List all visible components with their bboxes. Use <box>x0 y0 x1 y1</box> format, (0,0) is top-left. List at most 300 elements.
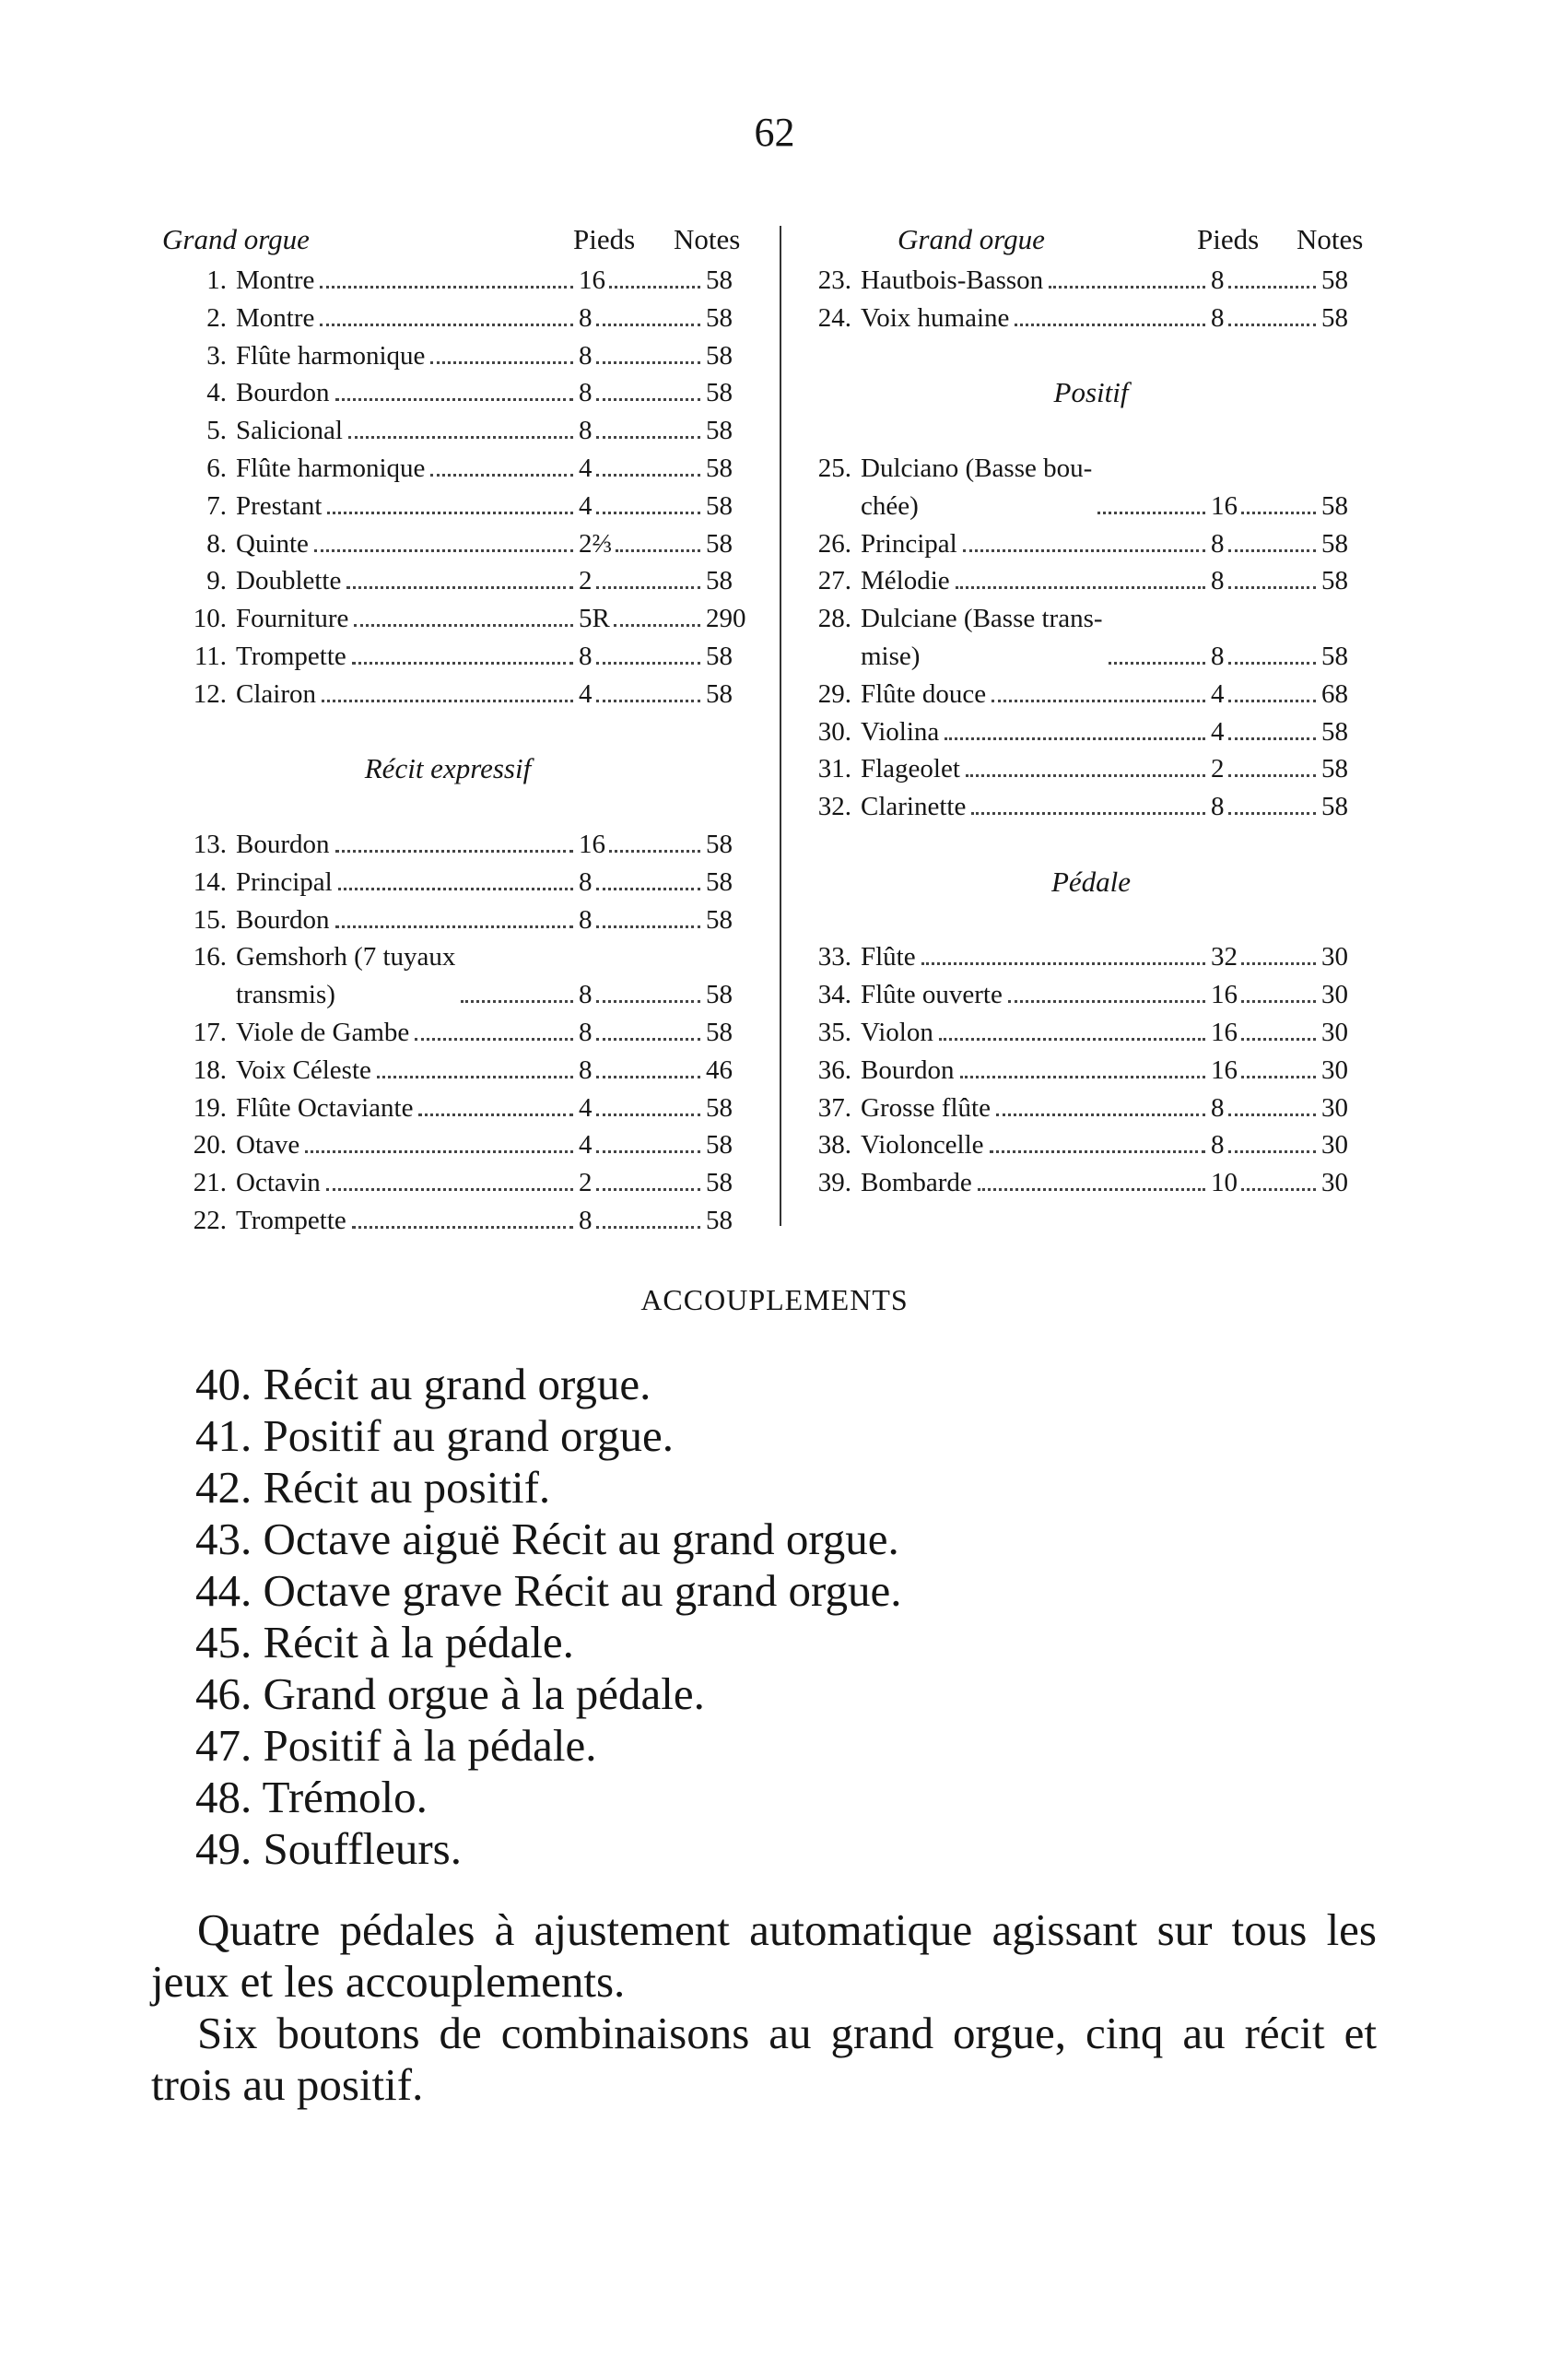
stop-notes-count: 58 <box>706 490 733 521</box>
stop-feet: 8 <box>1211 792 1225 822</box>
couplings-list <box>195 1359 901 1875</box>
stop-name <box>236 262 314 300</box>
stop-row <box>162 1014 733 1052</box>
stop-name <box>236 826 330 864</box>
stop-name <box>236 1126 299 1164</box>
stop-name <box>236 450 425 488</box>
section-subtitle: Récit expressif <box>364 752 532 785</box>
left-section-title: Grand orgue <box>162 223 310 255</box>
stop-name-line: Flûte harmonique <box>236 453 426 483</box>
stop-row <box>162 1052 733 1090</box>
stop-number: 19. <box>193 1092 227 1123</box>
stop-feet: 16 <box>579 829 605 859</box>
stop-row <box>787 1090 1395 1127</box>
stop-row <box>787 1164 1395 1202</box>
coupling-text: Récit au grand orgue. <box>263 1359 651 1409</box>
stop-row <box>787 562 1395 600</box>
dot-leader <box>596 877 701 890</box>
stop-row <box>162 562 733 600</box>
stop-name <box>861 1164 972 1202</box>
stop-name-line: Bourdon <box>236 829 330 859</box>
stop-name-line: Viole de Gambe <box>236 1017 410 1047</box>
dot-leader <box>971 801 1205 815</box>
stop-name <box>861 562 950 600</box>
left-pieds-header: Pieds <box>573 223 636 255</box>
dot-leader <box>1228 651 1317 665</box>
dot-leader <box>596 312 701 326</box>
stop-feet: 8 <box>1211 265 1225 295</box>
dot-leader <box>596 1215 701 1229</box>
dot-leader <box>1228 1139 1317 1153</box>
stop-name-line: Flûte ouverte <box>861 980 1003 1010</box>
stop-number: 33. <box>817 942 851 972</box>
stop-row <box>162 938 733 1014</box>
stop-name <box>236 864 333 901</box>
stop-row <box>787 1126 1395 1164</box>
stop-row <box>162 1164 733 1202</box>
stop-name <box>861 1090 991 1127</box>
coupling-item <box>195 1823 901 1875</box>
coupling-text: Grand orgue à la pédale. <box>263 1668 705 1719</box>
stop-name-line: Violoncelle <box>861 1130 984 1161</box>
stop-name-line: Gemshorh (7 tuyaux <box>236 942 456 972</box>
column-divider <box>780 226 781 1226</box>
stop-feet: 8 <box>579 980 593 1010</box>
stop-feet: 8 <box>579 302 593 333</box>
stop-number: 21. <box>193 1168 227 1198</box>
stop-notes-count: 58 <box>706 566 733 596</box>
dot-leader <box>377 1065 573 1078</box>
stop-number: 16. <box>193 942 227 972</box>
group-spacer <box>162 788 733 826</box>
dot-leader <box>614 613 700 627</box>
stop-notes-count: 58 <box>706 453 733 483</box>
stop-name-line: Clarinette <box>861 792 967 822</box>
stop-name-line: Bourdon <box>861 1055 955 1085</box>
stop-feet: 2⅔ <box>579 528 613 559</box>
stop-row <box>787 976 1395 1014</box>
stop-notes-count: 58 <box>1321 641 1348 671</box>
left-column <box>162 221 746 1240</box>
coupling-item <box>195 1565 901 1617</box>
stop-notes-count: 30 <box>1321 1130 1348 1161</box>
stop-feet: 5R <box>579 604 610 634</box>
stop-feet: 32 <box>1211 942 1238 972</box>
stop-name <box>236 412 343 450</box>
stop-row <box>162 1202 733 1240</box>
stop-number: 37. <box>817 1092 851 1123</box>
stop-number: 31. <box>817 754 851 784</box>
dot-leader <box>596 425 701 439</box>
stop-feet: 8 <box>579 1017 593 1047</box>
dot-leader <box>1049 275 1205 289</box>
stop-row <box>162 374 733 412</box>
stop-notes-count: 30 <box>1321 980 1348 1010</box>
stop-name-line: Dulciano (Basse bou- <box>861 453 1093 483</box>
dot-leader <box>1241 1177 1316 1191</box>
dot-leader <box>346 575 573 589</box>
stop-name-line: transmis) <box>236 980 335 1010</box>
dot-leader <box>327 501 573 514</box>
dot-leader <box>1228 312 1317 326</box>
coupling-item <box>195 1720 901 1772</box>
coupling-text: Octave grave Récit au grand orgue. <box>263 1565 902 1616</box>
dot-leader <box>596 1027 701 1041</box>
dot-leader <box>1228 538 1317 552</box>
stop-notes-count: 58 <box>1321 490 1348 521</box>
stop-number: 6. <box>206 453 227 483</box>
stop-name-line: Voix humaine <box>861 302 1010 333</box>
dot-leader <box>616 538 700 552</box>
stop-name <box>236 638 346 676</box>
stop-number: 3. <box>206 340 227 371</box>
stop-notes-count: 58 <box>1321 754 1348 784</box>
stop-number: 25. <box>817 453 851 483</box>
stop-row <box>162 1090 733 1127</box>
stop-row <box>162 864 733 901</box>
stop-name-line: Principal <box>861 528 957 559</box>
stop-name-line: Mélodie <box>861 566 950 596</box>
stop-number: 26. <box>817 528 851 559</box>
stop-number: 39. <box>817 1168 851 1198</box>
stop-feet: 16 <box>1211 1017 1238 1047</box>
coupling-number: 41. <box>195 1410 252 1461</box>
stop-notes-count: 30 <box>1321 1168 1348 1198</box>
coupling-number: 44. <box>195 1565 252 1616</box>
dot-leader <box>596 914 701 928</box>
stop-notes-count: 58 <box>706 904 733 935</box>
section-subtitle: Pédale <box>1050 865 1132 898</box>
stop-feet: 8 <box>579 641 593 671</box>
stop-name <box>236 938 455 1014</box>
stop-name-line: Prestant <box>236 490 323 521</box>
stop-name <box>236 676 316 713</box>
stop-notes-count: 58 <box>1321 302 1348 333</box>
stop-notes-count: 30 <box>1321 1055 1348 1085</box>
stop-notes-count: 30 <box>1321 1092 1348 1123</box>
stop-notes-count: 58 <box>706 378 733 408</box>
stop-name <box>861 300 1009 337</box>
dot-leader <box>1228 689 1317 702</box>
stop-feet: 4 <box>579 490 593 521</box>
stop-name-line: Hautbois-Basson <box>861 265 1044 295</box>
dot-leader <box>354 613 573 627</box>
stop-number: 35. <box>817 1017 851 1047</box>
stop-notes-count: 58 <box>706 528 733 559</box>
stop-row <box>162 1126 733 1164</box>
dot-leader <box>320 275 573 289</box>
stop-notes-count: 58 <box>706 1130 733 1161</box>
dot-leader <box>963 538 1205 552</box>
stop-number: 9. <box>206 566 227 596</box>
stop-name-line: Quinte <box>236 528 309 559</box>
dot-leader <box>596 989 701 1003</box>
dot-leader <box>992 689 1205 702</box>
stop-feet: 8 <box>579 416 593 446</box>
stop-row <box>787 1052 1395 1090</box>
stop-notes-count: 58 <box>706 1168 733 1198</box>
coupling-item <box>195 1462 901 1514</box>
dot-leader <box>305 1139 573 1153</box>
dot-leader <box>335 914 574 928</box>
stop-notes-count: 58 <box>706 340 733 371</box>
dot-leader <box>1241 989 1316 1003</box>
stop-name-line: Dulciane (Basse trans- <box>861 604 1103 634</box>
dot-leader <box>430 350 573 364</box>
stop-name-line: Montre <box>236 302 315 333</box>
stop-number: 34. <box>817 980 851 1010</box>
stop-notes-count: 58 <box>706 416 733 446</box>
stop-feet: 8 <box>1211 302 1225 333</box>
coupling-text: Récit à la pédale. <box>263 1617 574 1667</box>
stop-name-line: Bourdon <box>236 378 330 408</box>
stop-number: 13. <box>193 829 227 859</box>
coupling-item <box>195 1668 901 1720</box>
stop-name-line: Doublette <box>236 566 342 596</box>
dot-leader <box>596 387 701 401</box>
dot-leader <box>960 1065 1206 1078</box>
stop-name <box>236 600 348 638</box>
page-number: 62 <box>754 110 795 155</box>
right-notes-header: Notes <box>1297 223 1364 255</box>
stop-name-line: Principal <box>236 866 333 897</box>
stop-name <box>861 976 1003 1014</box>
stop-row <box>787 676 1395 713</box>
stop-notes-count: 58 <box>1321 265 1348 295</box>
dot-leader <box>596 463 701 477</box>
stop-number: 32. <box>817 792 851 822</box>
coupling-item <box>195 1410 901 1462</box>
stop-name <box>236 488 322 525</box>
stop-name-line: Violina <box>861 716 940 747</box>
right-pieds-header: Pieds <box>1197 223 1260 255</box>
stop-number: 27. <box>817 566 851 596</box>
stop-feet: 8 <box>1211 641 1225 671</box>
stop-notes-count: 290 <box>706 604 746 634</box>
stop-row <box>787 525 1395 563</box>
stop-number: 17. <box>193 1017 227 1047</box>
stop-feet: 8 <box>579 340 593 371</box>
stop-name <box>861 262 1043 300</box>
stop-feet: 8 <box>1211 1092 1225 1123</box>
stop-notes-count: 58 <box>706 1205 733 1235</box>
stop-feet: 2 <box>1211 754 1225 784</box>
stop-name-line: Clairon <box>236 678 316 709</box>
stop-name <box>236 1202 346 1240</box>
stop-name <box>236 1014 409 1052</box>
stop-number: 8. <box>206 528 227 559</box>
stop-row <box>162 262 733 300</box>
stop-feet: 2 <box>579 1168 593 1198</box>
stop-name-line: Otave <box>236 1130 300 1161</box>
dot-leader <box>966 763 1205 777</box>
stop-name <box>236 562 341 600</box>
stop-name <box>861 600 1103 676</box>
dot-leader <box>596 350 701 364</box>
stop-number: 24. <box>817 302 851 333</box>
dot-leader <box>996 1102 1205 1116</box>
dot-leader <box>1228 1102 1317 1116</box>
stop-name-line: chée) <box>861 490 919 521</box>
stop-row <box>787 600 1395 676</box>
stop-feet: 2 <box>579 566 593 596</box>
stop-name-line: Flûte <box>861 942 916 972</box>
stop-notes-count: 58 <box>706 265 733 295</box>
stop-feet: 8 <box>1211 566 1225 596</box>
stop-row <box>162 600 746 638</box>
stop-name <box>236 337 425 375</box>
stop-feet: 16 <box>1211 1055 1238 1085</box>
dot-leader <box>1228 726 1317 740</box>
stop-row <box>162 450 733 488</box>
stop-name <box>861 676 986 713</box>
stop-feet: 8 <box>579 378 593 408</box>
stop-name-line: Flageolet <box>861 754 960 784</box>
coupling-item <box>195 1772 901 1823</box>
stop-name <box>861 525 957 563</box>
dot-leader <box>1241 1065 1316 1078</box>
stop-name-line: Flûte douce <box>861 678 987 709</box>
stop-notes-count: 58 <box>706 866 733 897</box>
coupling-item <box>195 1617 901 1668</box>
stop-row <box>787 713 1395 751</box>
dot-leader <box>1109 651 1205 665</box>
stop-feet: 16 <box>579 265 605 295</box>
dot-leader <box>430 463 573 477</box>
stop-name <box>861 1126 984 1164</box>
left-column-body <box>162 262 746 1240</box>
stop-feet: 4 <box>579 678 593 709</box>
stop-row <box>787 1014 1395 1052</box>
dot-leader <box>415 1027 573 1041</box>
stop-notes-count: 68 <box>1321 678 1348 709</box>
coupling-number: 42. <box>195 1462 252 1513</box>
dot-leader <box>596 1102 701 1116</box>
stop-name <box>236 525 309 563</box>
stop-name-line: Salicional <box>236 416 343 446</box>
stop-number: 2. <box>206 302 227 333</box>
coupling-number: 47. <box>195 1720 252 1771</box>
stop-notes-count: 58 <box>1321 566 1348 596</box>
section-subtitle: Positif <box>1053 376 1129 409</box>
coupling-text: Souffleurs. <box>263 1823 462 1874</box>
dot-leader <box>921 951 1205 965</box>
stop-feet: 8 <box>579 866 593 897</box>
stop-notes-count: 58 <box>706 980 733 1010</box>
stop-number: 14. <box>193 866 227 897</box>
dot-leader <box>320 312 573 326</box>
coupling-text: Trémolo. <box>262 1772 428 1822</box>
stop-name-line: Flûte harmonique <box>236 340 426 371</box>
dot-leader <box>461 989 573 1003</box>
stop-row <box>787 300 1395 337</box>
dot-leader <box>978 1177 1205 1191</box>
dot-leader <box>1015 312 1205 326</box>
stop-name-line: Trompette <box>236 1205 346 1235</box>
stop-notes-count: 30 <box>1321 942 1348 972</box>
stop-number: 12. <box>193 678 227 709</box>
stop-name-line: Violon <box>861 1017 933 1047</box>
stop-row <box>787 750 1395 788</box>
dot-leader <box>314 538 573 552</box>
stop-notes-count: 58 <box>1321 716 1348 747</box>
coupling-number: 43. <box>195 1514 252 1564</box>
stop-feet: 4 <box>579 1092 593 1123</box>
stop-number: 22. <box>193 1205 227 1235</box>
stop-name-line: mise) <box>861 641 921 671</box>
dot-leader <box>352 651 573 665</box>
stop-number: 20. <box>193 1130 227 1161</box>
stop-row <box>162 676 733 713</box>
stop-number: 10. <box>193 604 227 634</box>
coupling-text: Récit au positif. <box>263 1462 551 1513</box>
stop-feet: 16 <box>1211 980 1238 1010</box>
stop-notes-count: 58 <box>1321 792 1348 822</box>
stop-feet: 4 <box>579 1130 593 1161</box>
dot-leader <box>596 1139 701 1153</box>
coupling-item <box>195 1514 901 1565</box>
dot-leader <box>1008 989 1205 1003</box>
stop-name-line: Bourdon <box>236 904 330 935</box>
coupling-text: Octave aiguë Récit au grand orgue. <box>263 1514 899 1564</box>
stop-feet: 16 <box>1211 490 1238 521</box>
stop-notes-count: 58 <box>706 678 733 709</box>
stop-name-line: Octavin <box>236 1168 321 1198</box>
stop-notes-count: 58 <box>706 829 733 859</box>
stop-notes-count: 58 <box>706 1017 733 1047</box>
stop-row <box>162 488 733 525</box>
stop-row <box>787 262 1395 300</box>
stop-feet: 4 <box>1211 716 1225 747</box>
stop-number: 5. <box>206 416 227 446</box>
stop-row <box>787 938 1395 976</box>
stop-notes-count: 58 <box>1321 528 1348 559</box>
coupling-number: 48. <box>195 1772 252 1822</box>
stop-name-line: Trompette <box>236 641 346 671</box>
stop-number: 23. <box>817 265 851 295</box>
dot-leader <box>596 501 701 514</box>
stop-number: 4. <box>206 378 227 408</box>
group-spacer <box>787 337 1395 375</box>
right-column-body <box>787 262 1395 1202</box>
dot-leader <box>352 1215 573 1229</box>
stop-feet: 4 <box>579 453 593 483</box>
dot-leader <box>1097 501 1205 514</box>
stop-name <box>236 300 314 337</box>
group-spacer <box>787 412 1395 450</box>
stop-name <box>236 901 330 939</box>
stop-row <box>162 826 733 864</box>
dot-leader <box>596 1065 701 1078</box>
right-column-header <box>787 221 1395 262</box>
dot-leader <box>596 1177 701 1191</box>
dot-leader <box>1228 763 1317 777</box>
stop-name-line: Grosse flûte <box>861 1092 991 1123</box>
stop-name <box>861 450 1092 525</box>
stop-feet: 4 <box>1211 678 1225 709</box>
group-spacer <box>787 901 1395 939</box>
stop-notes-count: 58 <box>706 302 733 333</box>
stop-row <box>162 525 733 563</box>
stop-feet: 8 <box>579 1055 593 1085</box>
stop-number: 30. <box>817 716 851 747</box>
stop-name <box>861 1014 933 1052</box>
dot-leader <box>335 387 574 401</box>
dot-leader <box>956 575 1205 589</box>
left-notes-header: Notes <box>674 223 741 255</box>
stop-name-line: Fourniture <box>236 604 349 634</box>
coupling-number: 46. <box>195 1668 252 1719</box>
